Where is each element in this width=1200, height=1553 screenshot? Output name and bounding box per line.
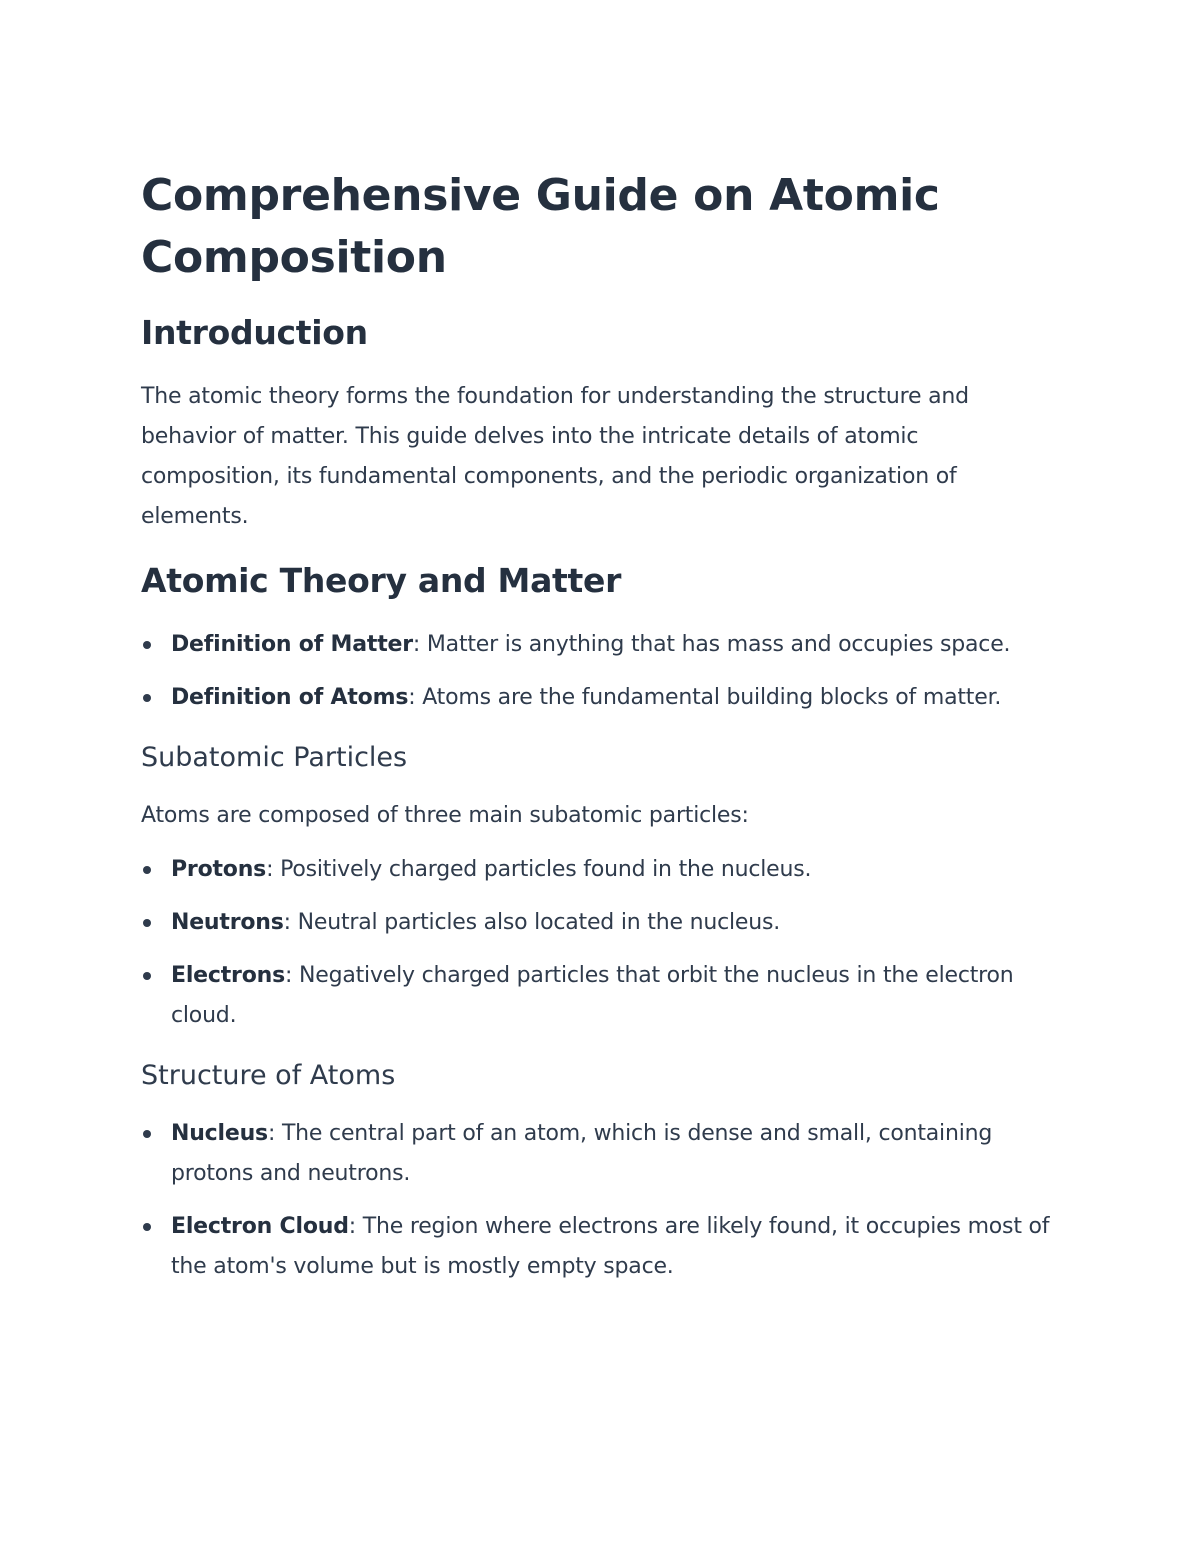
list-item-term: Protons: [171, 857, 267, 882]
subatomic-heading: Subatomic Particles: [141, 742, 408, 773]
list-item: [141, 1114, 1061, 1194]
list-item-description: : Neutral particles also located in the nucleus.: [283, 910, 781, 935]
bullet-icon: [143, 919, 151, 927]
list-item: [141, 850, 1061, 890]
bullet-icon: [143, 694, 151, 702]
structure-section: [141, 1058, 1061, 1287]
bullet-icon: [143, 641, 151, 649]
list-item-term: Definition of Matter: [171, 632, 413, 657]
list-item-description: : Positively charged particles found in the nucleus.: [266, 857, 812, 882]
list-item-description: : Matter is anything that has mass and occupies space.: [412, 632, 1011, 657]
list-item: [141, 956, 1061, 1036]
bullet-icon: [143, 972, 151, 980]
list-item: [141, 625, 1061, 665]
document-page: [141, 165, 1061, 1309]
document-title: Comprehensive Guide on Atomic Composition: [141, 170, 940, 283]
list-item-term: Electrons: [171, 963, 285, 988]
list-item: [141, 678, 1061, 718]
subatomic-lead: Atoms are composed of three main subatomic particles:: [141, 803, 749, 828]
list-item-description: : The central part of an atom, which is dense and small, containing protons and neutrons.: [171, 1121, 993, 1186]
atomic-theory-list: [141, 625, 1061, 718]
introduction-paragraph: The atomic theory forms the foundation for understanding the structure and behavior of matter. This guide delves into the intricate details of atomic composition, its fundamental components, and the periodic organization of elements.: [141, 384, 969, 529]
list-item-term: Nucleus: [171, 1121, 268, 1146]
list-item: [141, 903, 1061, 943]
list-item-description: : The region where electrons are likely found, it occupies most of the atom's volume but is mostly empty space.: [171, 1214, 1050, 1279]
introduction-heading: Introduction: [141, 313, 368, 352]
list-item: [141, 1207, 1061, 1287]
subatomic-list: [141, 850, 1061, 1036]
list-item-description: : Atoms are the fundamental building blocks of matter.: [408, 685, 1002, 710]
structure-heading: Structure of Atoms: [141, 1060, 396, 1091]
subatomic-section: [141, 740, 1061, 1036]
list-item-term: Neutrons: [171, 910, 284, 935]
structure-list: [141, 1114, 1061, 1287]
bullet-icon: [143, 1130, 151, 1138]
list-item-term: Definition of Atoms: [171, 685, 409, 710]
list-item-description: : Negatively charged particles that orbit the nucleus in the electron cloud.: [171, 963, 1014, 1028]
bullet-icon: [143, 1223, 151, 1231]
bullet-icon: [143, 866, 151, 874]
introduction-section: [141, 311, 1061, 537]
atomic-theory-section: [141, 559, 1061, 718]
atomic-theory-heading: Atomic Theory and Matter: [141, 561, 622, 600]
list-item-term: Electron Cloud: [171, 1214, 349, 1239]
